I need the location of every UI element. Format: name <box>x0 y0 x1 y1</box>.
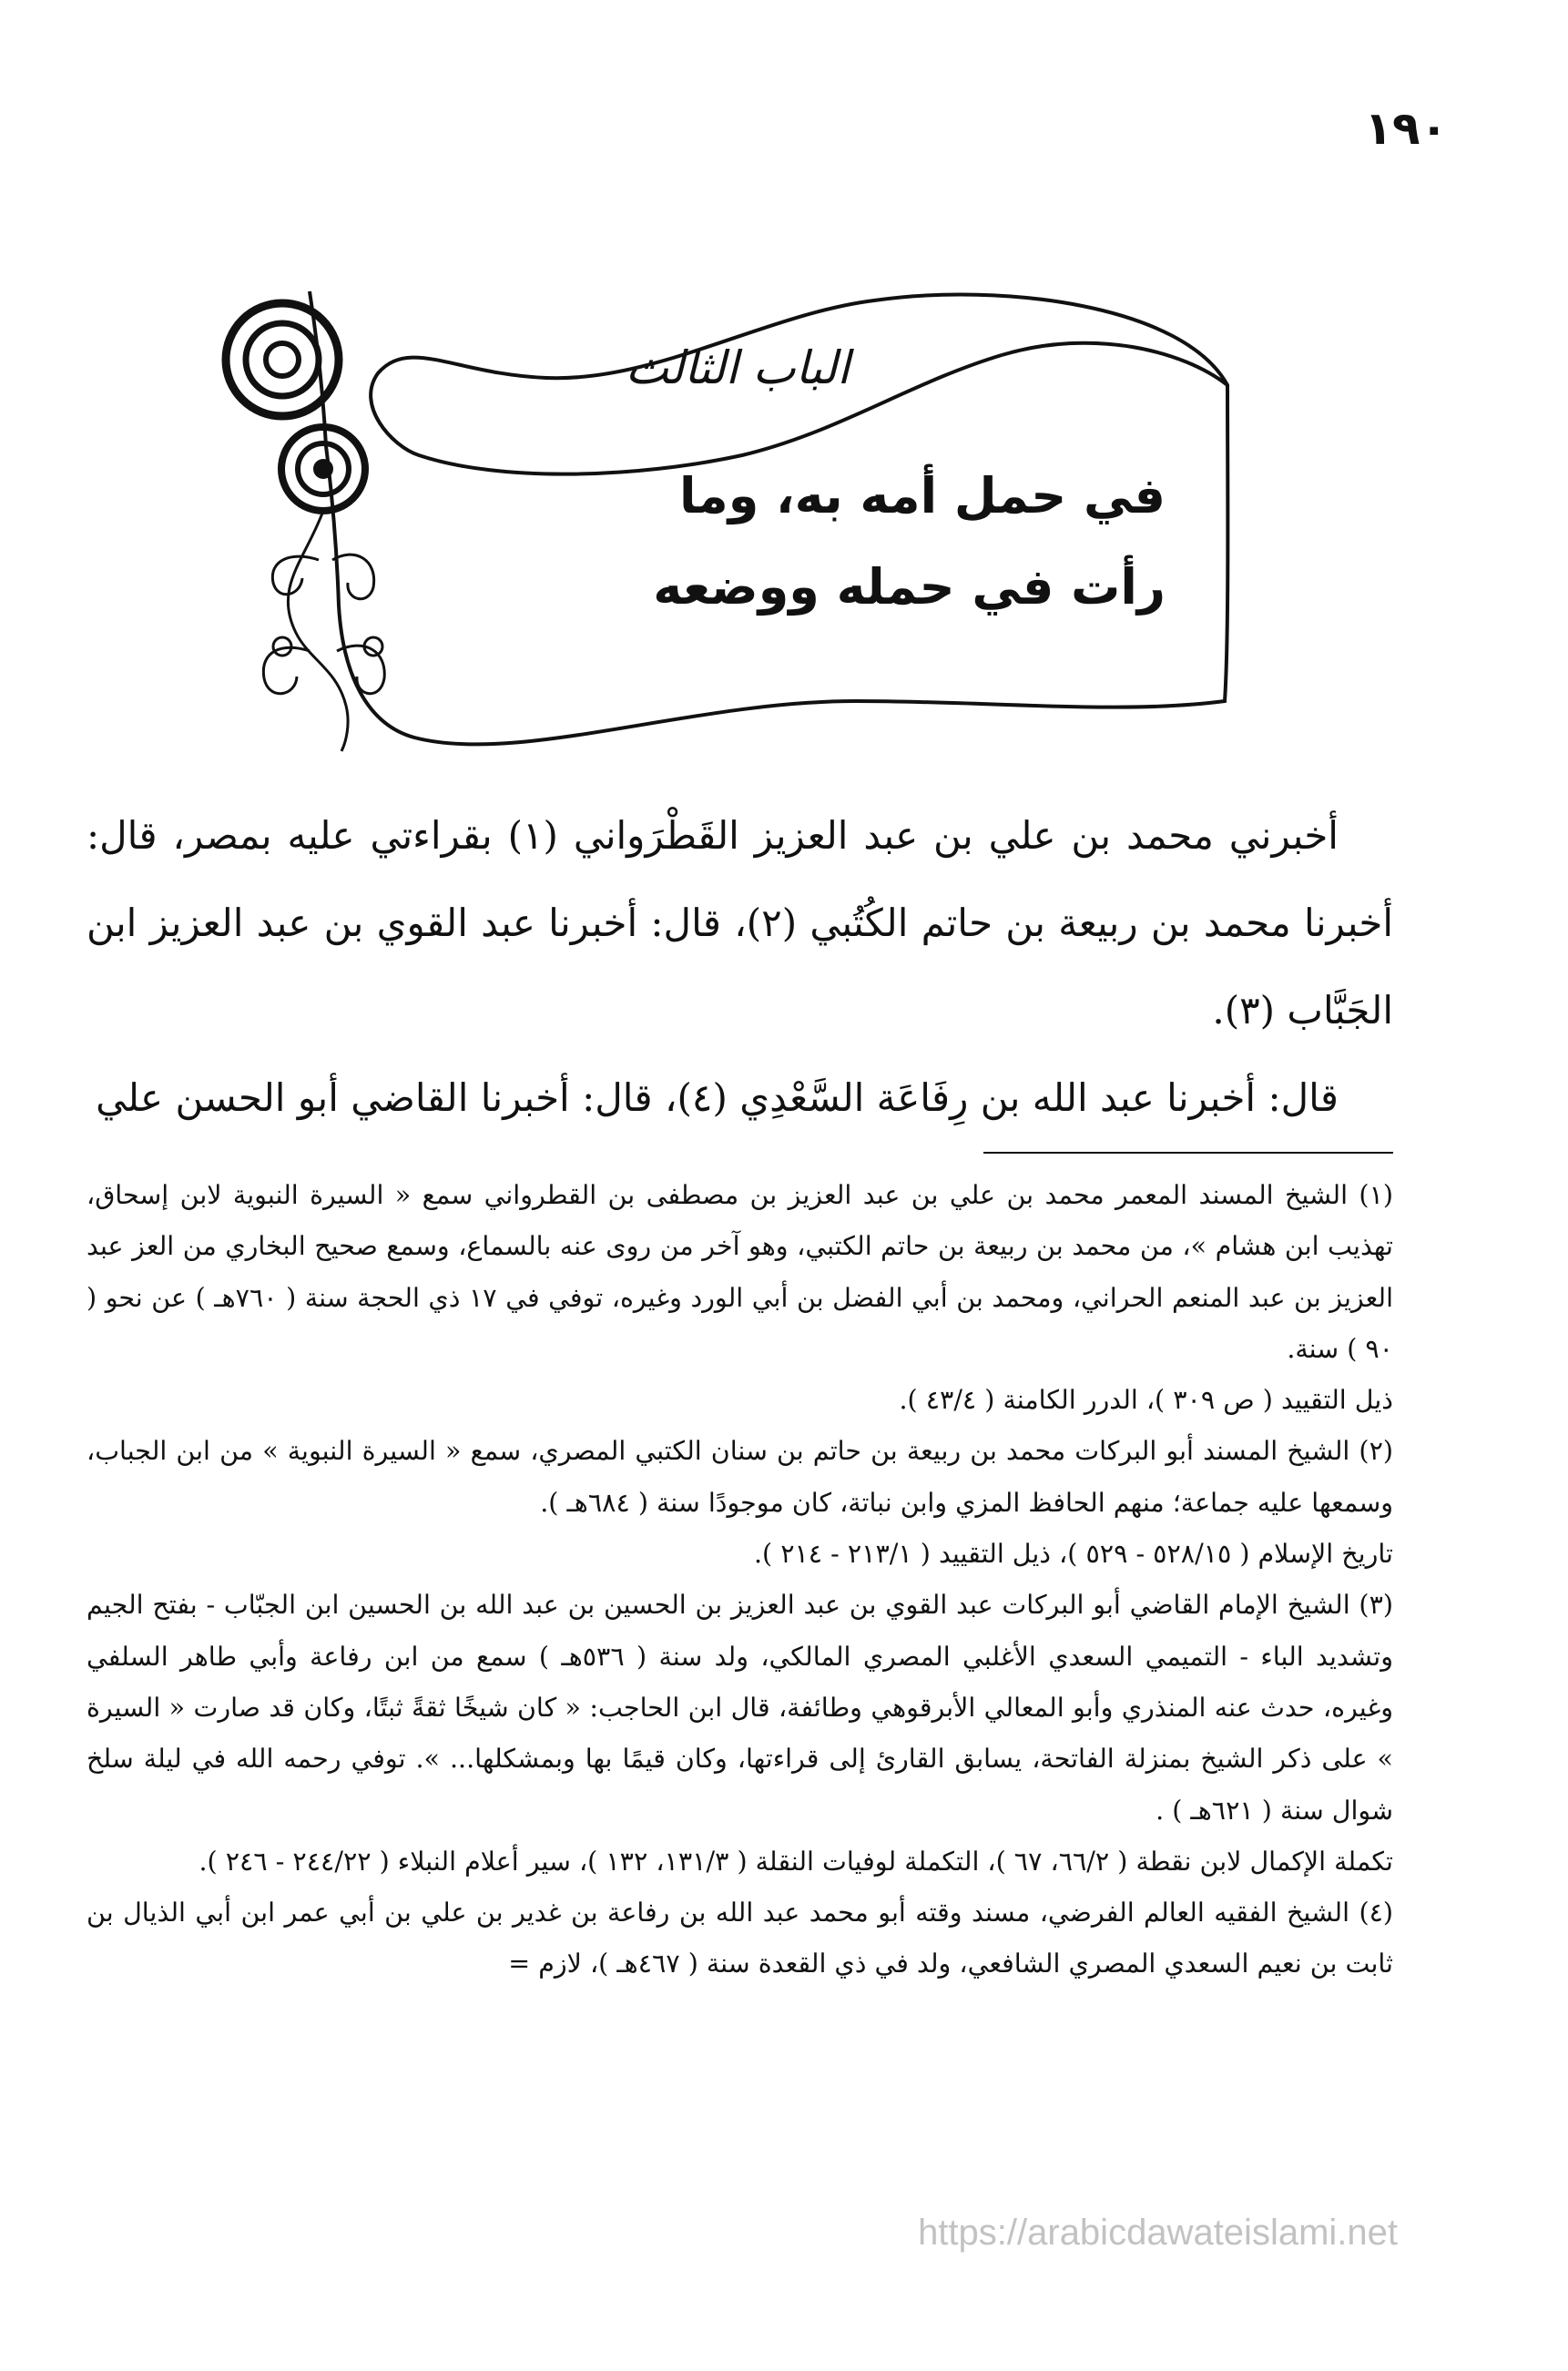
footnote-4: (٤) الشيخ الفقيه العالم الفرضي، مسند وقته أبو محمد عبد الله بن رفاعة بن غدير بن علي بن أبي عمر ابن أبي الذيال بن ثابت بن نعيم السعدي المصري الشافعي، ولد في ذي القعدة سنة ( ٤٦٧هـ )، لازم = <box>87 1898 1393 1979</box>
watermark-url: https://arabicdawateislami.net <box>918 2213 1398 2253</box>
footnote-2-source: تاريخ الإسلام ( ٥٢٨/١٥ - ٥٢٩ )، ذيل التقييد ( ٢١٣/١ - ٢١٤ ). <box>753 1539 1393 1570</box>
chapter-title-line-1: في حمل أمه به، وما <box>678 467 1166 524</box>
footnote-3-source: تكملة الإكمال لابن نقطة ( ٦٦/٢، ٦٧ )، التكملة لوفيات النقلة ( ١٣١/٣، ١٣٢ )، سير أعلام النبلاء ( ٢٤٤/٢٢ - ٢٤٦ ). <box>199 1846 1393 1877</box>
page-number: ١٩٠ <box>1364 102 1448 155</box>
chapter-title <box>601 451 1166 633</box>
footnote-2: (٢) الشيخ المسند أبو البركات محمد بن ربيعة بن حاتم بن سنان الكتبي المصري، سمع « السيرة النبوية » من ابن الجباب، وسمعها عليه جماعة؛ منهم الحافظ المزي وابن نباتة، كان موجودًا سنة ( ٦٨٤هـ ). <box>87 1436 1393 1518</box>
footnotes <box>87 1170 1393 1990</box>
chapter-label: الباب الثالث <box>625 341 850 394</box>
footnote-3: (٣) الشيخ الإمام القاضي أبو البركات عبد القوي بن عبد العزيز بن الحسين بن عبد الله بن الحسين ابن الجبّاب - بفتح الجيم وتشديد الباء - التميمي السعدي الأغلبي المصري المالكي، ولد سنة ( ٥٣٦هـ ) سمع من ابن رفاعة وأبي طاهر السلفي وغيره، حدث عنه المنذري وأبو المعالي الأبرقوهي وطائفة، قال ابن الحاجب: « كان شيخًا ثقةً ثبتًا، وكان قد صارت « السيرة » على ذكر الشيخ بمنزلة الفاتحة، يسابق القارئ إلى قراءتها، وكان قيمًا بها وبمشكلها... ». توفي رحمه الله في ليلة سلخ شوال سنة ( ٦٢١هـ ) . <box>87 1590 1393 1826</box>
footnote-1: (١) الشيخ المسند المعمر محمد بن علي بن عبد العزيز بن مصطفى بن القطرواني سمع « السيرة النبوية لابن إسحاق، تهذيب ابن هشام »، من محمد بن ربيعة بن حاتم الكتبي، وهو آخر من روى عنه بالسماع، وسمع صحيح البخاري من العز عبد العزيز بن عبد المنعم الحراني، ومحمد بن أبي الفضل بن أبي الورد وغيره، توفي في ١٧ ذي الحجة سنة ( ٧٦٠هـ ) عن نحو ( ٩٠ ) سنة. <box>87 1180 1393 1364</box>
footnote-separator <box>983 1152 1393 1154</box>
main-paragraph-1: أخبرني محمد بن علي بن عبد العزيز القَطْرَواني (١) بقراءتي عليه بمصر، قال: أخبرنا محمد بن ربيعة بن حاتم الكُتُبي (٢)، قال: أخبرنا عبد القوي بن عبد العزيز ابن الجَبَّاب (٣). <box>87 813 1394 1033</box>
main-text <box>87 792 1393 1142</box>
main-paragraph-2: قال: أخبرنا عبد الله بن رِفَاعَة السَّعْدِي (٤)، قال: أخبرنا القاضي أبو الحسن علي <box>96 1075 1339 1120</box>
chapter-title-line-2: رأت في حمله ووضعه <box>653 558 1166 616</box>
footnote-1-source: ذيل التقييد ( ص ٣٠٩ )، الدرر الكامنة ( ٤٣/٤ ). <box>899 1385 1393 1416</box>
chapter-banner <box>219 287 1293 760</box>
